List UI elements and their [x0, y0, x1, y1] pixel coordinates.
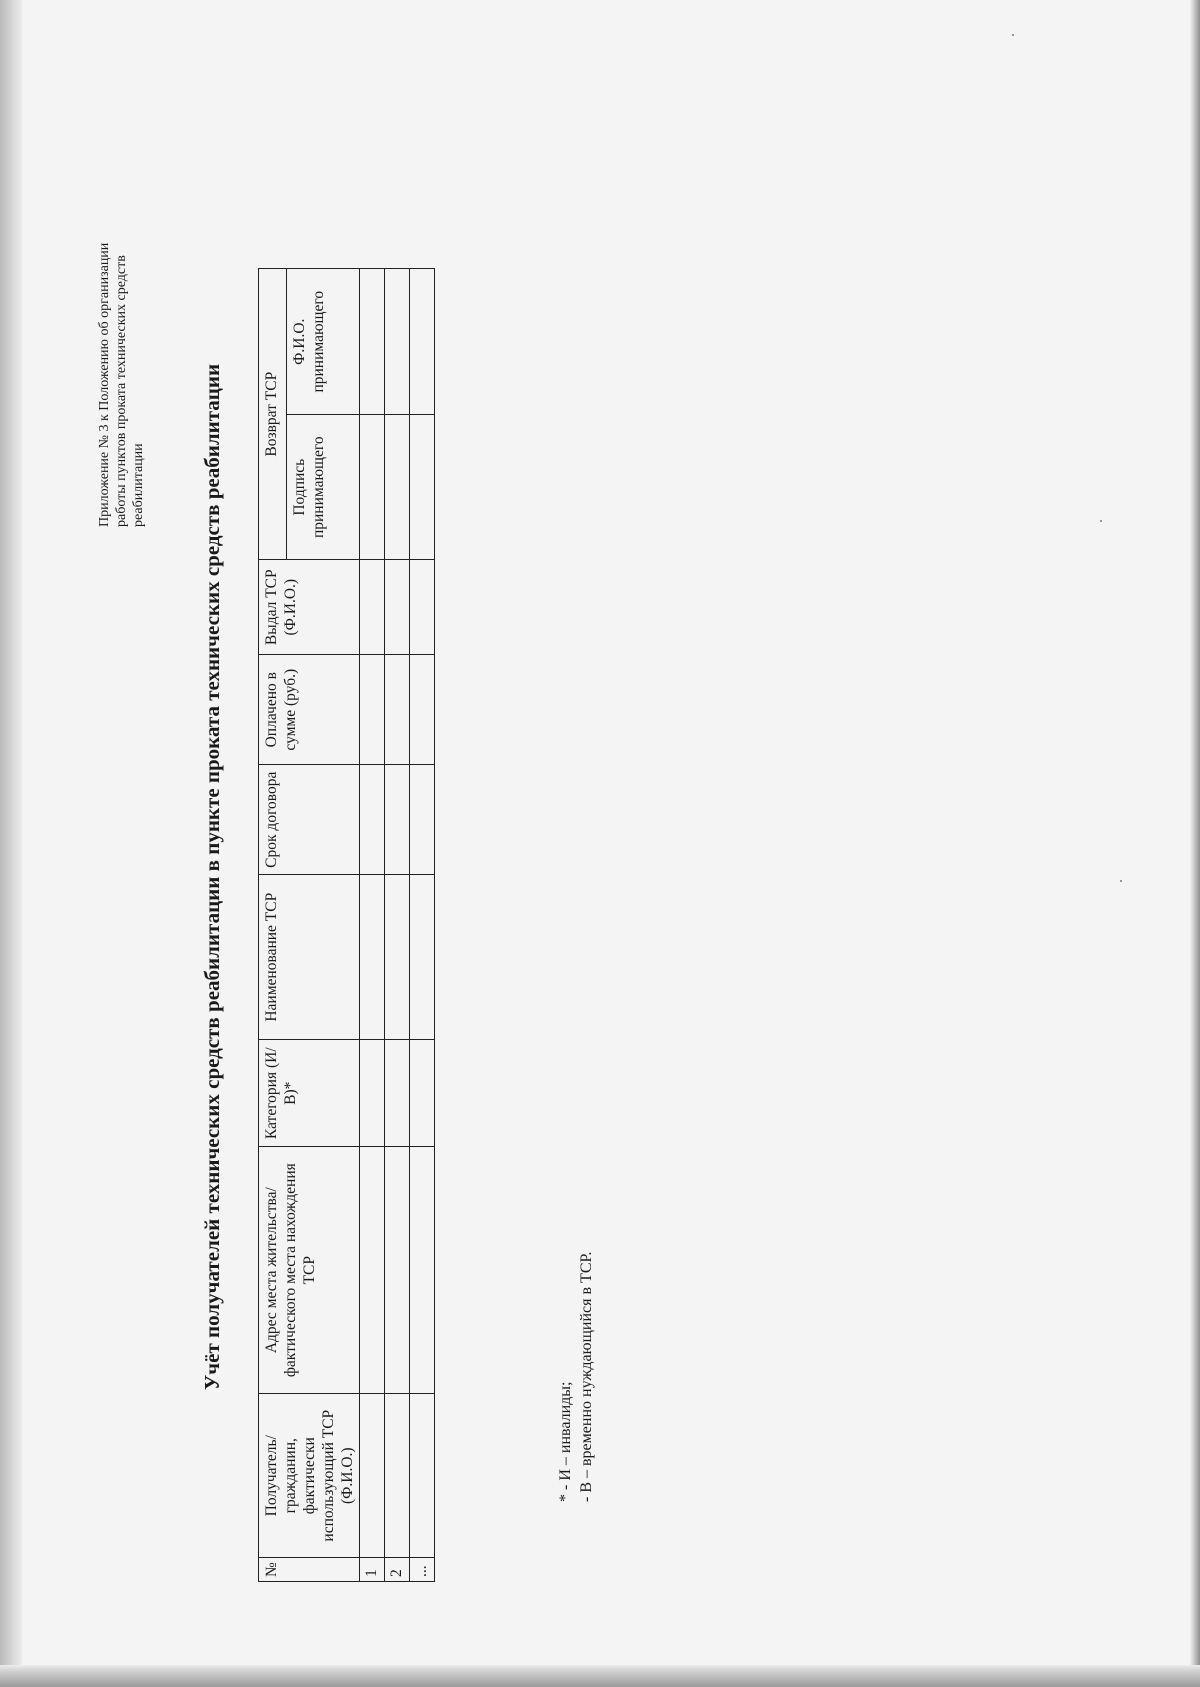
table-cell: [385, 1147, 410, 1394]
table-cell: [385, 875, 410, 1040]
table-cell: [385, 655, 410, 765]
header-return-signature: Подпись принимающего: [287, 415, 360, 560]
table-cell: [410, 1394, 435, 1558]
row-number: 1: [360, 1558, 385, 1582]
table-cell: [410, 1147, 435, 1394]
header-num: №: [259, 1558, 360, 1582]
table-cell: [385, 269, 410, 415]
header-return-fio: Ф.И.О. принимающего: [287, 269, 360, 415]
header-recipient: Получатель/гражданин, фактически использующий ТСР (Ф.И.О.): [259, 1394, 360, 1558]
header-issued-by: Выдал ТСР (Ф.И.О.): [259, 560, 360, 655]
table-cell: [360, 765, 385, 875]
table-cell: [385, 765, 410, 875]
table-cell: [360, 269, 385, 415]
table-cell: [385, 1040, 410, 1147]
appendix-line: реабилитации: [131, 443, 146, 527]
table-cell: [410, 1040, 435, 1147]
table-cell: [410, 560, 435, 655]
table-cell: [410, 875, 435, 1040]
table-cell: [360, 655, 385, 765]
appendix-note: [96, 107, 147, 527]
recipients-register-table: [258, 268, 435, 1582]
table-cell: [360, 415, 385, 560]
header-tsr-name: Наименование ТСР: [259, 875, 360, 1040]
table-cell: [360, 1394, 385, 1558]
table-cell: [410, 269, 435, 415]
table-row: [360, 269, 385, 1582]
header-contract-term: Срок договора: [259, 765, 360, 875]
header-paid-amount: Оплачено в сумме (руб.): [259, 655, 360, 765]
appendix-line: Приложение № 3 к Положению об организации: [97, 242, 112, 527]
table-cell: [410, 765, 435, 875]
header-return: Возврат ТСР: [259, 269, 287, 560]
row-number: ...: [410, 1558, 435, 1582]
table-cell: [385, 1394, 410, 1558]
document-title: Учёт получателей технических средств реабилитации в пункте проката технических средств реабилитации: [200, 363, 224, 1391]
table-cell: [410, 655, 435, 765]
table-cell: [360, 875, 385, 1040]
table-cell: [360, 560, 385, 655]
row-number: 2: [385, 1558, 410, 1582]
footnote: [555, 1252, 597, 1502]
table-cell: [360, 1147, 385, 1394]
appendix-line: работы пунктов проката технических средств: [114, 255, 129, 527]
footnote-line: * - И – инвалиды;: [557, 1381, 574, 1502]
header-category: Категория (И/В)*: [259, 1040, 360, 1147]
table-cell: [410, 415, 435, 560]
table-cell: [360, 1040, 385, 1147]
header-address: Адрес места жительства/фактического места нахождения ТСР: [259, 1147, 360, 1394]
table-cell: [385, 415, 410, 560]
table-row: [385, 269, 410, 1582]
footnote-line: - В – временно нуждающийся в ТСР.: [578, 1251, 595, 1502]
table-cell: [385, 560, 410, 655]
table-row: [410, 269, 435, 1582]
